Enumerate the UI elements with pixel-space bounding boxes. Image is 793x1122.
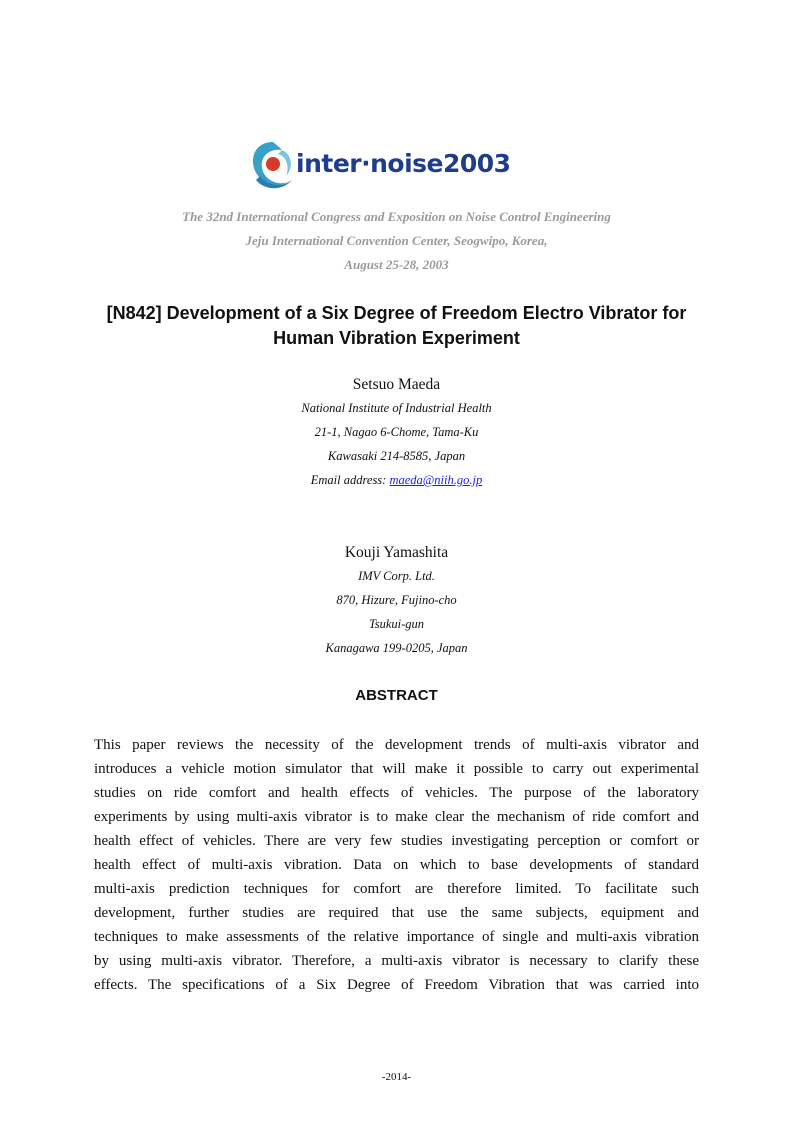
conference-venue: Jeju International Convention Center, Seogwipo, Korea, — [245, 233, 548, 248]
abstract-body — [94, 733, 699, 997]
abstract-line: experiments by using multi-axis vibrator is to make clear the mechanism of ride comfort and — [94, 809, 699, 825]
conference-name: The 32nd International Congress and Exposition on Noise Control Engineering — [182, 209, 611, 224]
page-number: -2014- — [381, 1071, 412, 1083]
paper-title-line-1: [N842] Development of a Six Degree of Freedom Electro Vibrator for — [106, 303, 687, 323]
author-1-affiliation: National Institute of Industrial Health — [301, 401, 492, 415]
conference-logo — [248, 136, 548, 194]
abstract-line: effects. The specifications of a Six Degree of Freedom Vibration that was carried into — [94, 977, 699, 993]
abstract-line: studies on ride comfort and health effects of vehicles. The purpose of the laboratory — [94, 785, 699, 801]
abstract-line: by using multi-axis vibrator. Therefore, a multi-axis vibrator is necessary to clarify these — [94, 953, 699, 969]
abstract-line: health effect of multi-axis vibration. Data on which to base developments of standard — [94, 857, 699, 873]
author-1-email-line — [0, 473, 793, 488]
abstract-line: techniques to make assessments of the relative importance of single and multi-axis vibration — [94, 929, 699, 945]
abstract-line: introduces a vehicle motion simulator that will make it possible to carry out experimental — [94, 761, 699, 777]
conference-dates: August 25-28, 2003 — [344, 257, 449, 272]
author-2-affiliation: IMV Corp. Ltd. — [358, 569, 435, 583]
abstract-line: health effect of vehicles. There are very few studies investigating perception or comfort or — [94, 833, 699, 849]
author-name-2: Kouji Yamashita — [344, 544, 449, 561]
email-link[interactable]: maeda@niih.go.jp — [389, 473, 483, 487]
abstract-heading: ABSTRACT — [355, 687, 438, 704]
author-name-1: Setsuo Maeda — [352, 376, 441, 393]
abstract-line: multi-axis prediction techniques for comfort are therefore limited. To facilitate such — [94, 881, 699, 897]
paper-title-line-2: Human Vibration Experiment — [273, 328, 520, 348]
email-label: Email address: — [310, 473, 390, 487]
author-2-address-1: 870, Hizure, Fujino-cho — [336, 593, 457, 607]
author-1-address-2: Kawasaki 214-8585, Japan — [327, 449, 466, 463]
author-1-address-1: 21-1, Nagao 6-Chome, Tama-Ku — [314, 425, 479, 439]
author-2-address-2: Tsukui-gun — [368, 617, 425, 631]
logo-text: inter·noise2003 — [296, 149, 511, 178]
swirl-logo-icon — [248, 136, 298, 194]
abstract-line: development, further studies are required that use the same subjects, equipment and — [94, 905, 699, 921]
author-2-address-3: Kanagawa 199-0205, Japan — [325, 641, 468, 655]
abstract-line: This paper reviews the necessity of the development trends of multi-axis vibrator and — [94, 737, 699, 753]
